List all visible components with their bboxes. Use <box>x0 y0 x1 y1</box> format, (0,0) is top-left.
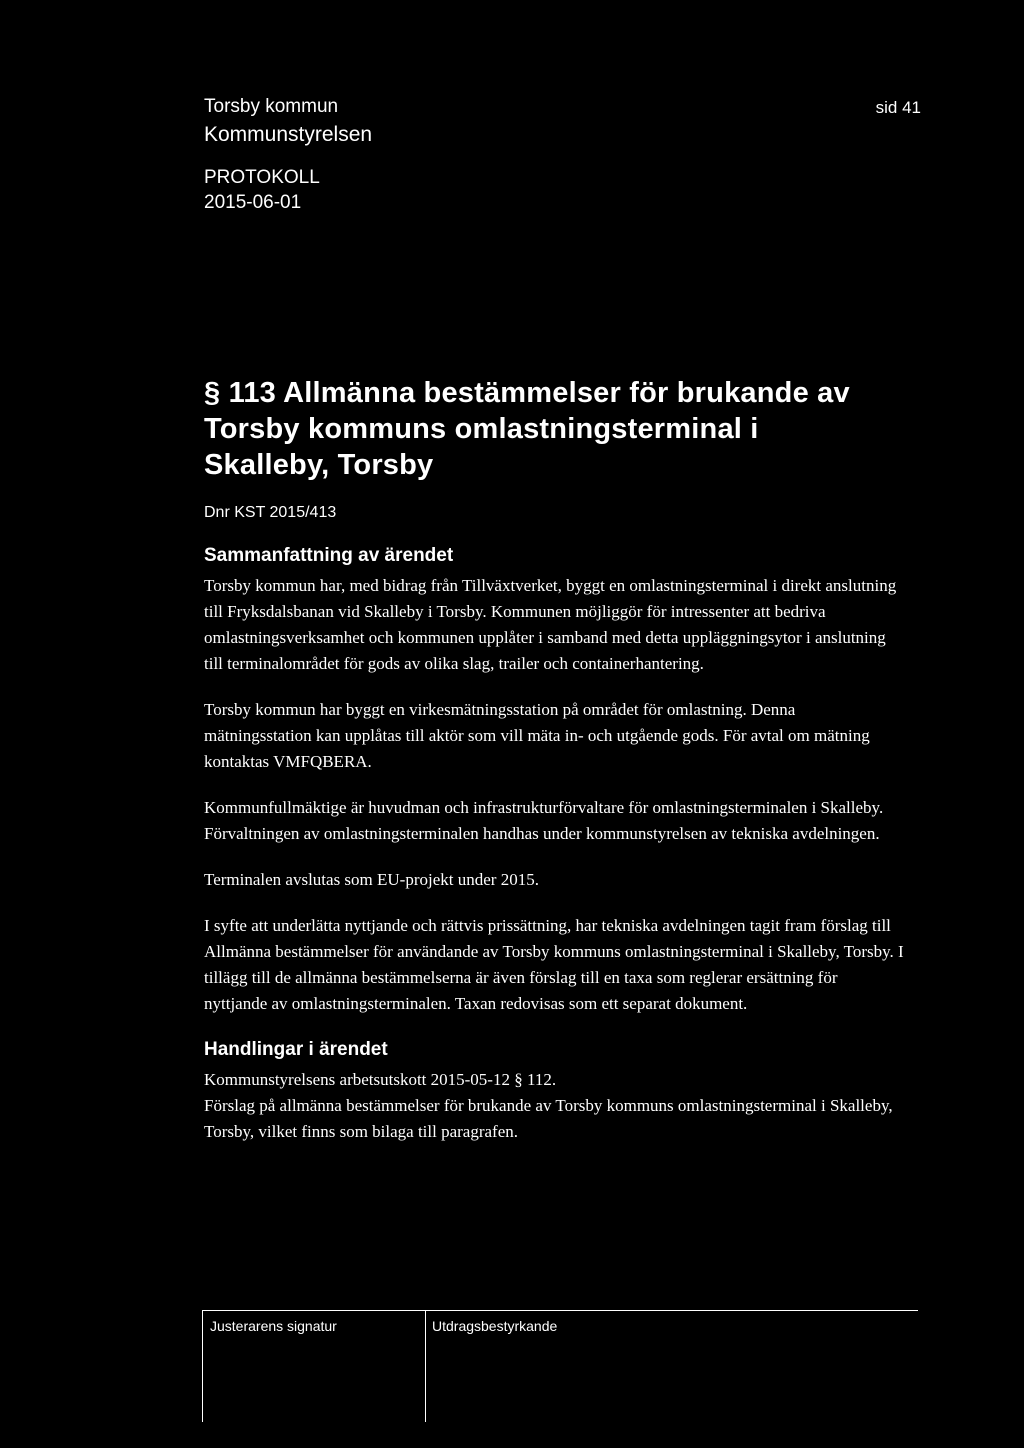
page-number: sid 41 <box>875 98 921 117</box>
summary-paragraph: Torsby kommun har, med bidrag från Tillväxtverket, byggt en omlastningsterminal i direkt anslutning till Fryksdalsbanan vid Skalleby i Torsby. Kommunen möjliggör för intressenter att bedriva omlastningsverksamhet och kommunen upplåter i samband med detta uppläggningsytor i anslutning till terminalområdet för gods av olika slag, trailer och containerhantering. <box>204 576 897 673</box>
signature-box-border-middle <box>425 1310 426 1422</box>
section-title <box>204 375 904 483</box>
municipality-name: Torsby kommun <box>204 96 339 117</box>
summary-paragraph: Terminalen avslutas som EU-projekt under 2015. <box>204 870 539 889</box>
board-name: Kommunstyrelsen <box>204 123 373 146</box>
section-title-line-3: Skalleby, Torsby <box>204 449 434 481</box>
document-type: PROTOKOLL <box>204 167 320 188</box>
signature-box-border-left <box>202 1310 203 1422</box>
adjuster-signature-label: Justerarens signatur <box>210 1318 337 1334</box>
document-date: 2015-06-01 <box>204 192 302 213</box>
certifier-label: Utdragsbestyrkande <box>432 1318 558 1334</box>
section-title-line-1: § 113 Allmänna bestämmelser för brukande av <box>204 377 850 409</box>
summary-paragraph: I syfte att underlätta nyttjande och rättvis prissättning, har tekniska avdelningen tagit fram förslag till Allmänna bestämmelser för användande av Torsby kommuns omlastningsterminal i Skalleby, Torsby. I tillägg till de allmänna bestämmelserna är även förslag till en taxa som reglerar ersättning för nyttjande av omlastningsterminalen. Taxan redovisas som ett separat dokument. <box>204 916 904 1013</box>
case-number: Dnr KST 2015/413 <box>204 504 337 521</box>
document-item: Förslag på allmänna bestämmelser för brukande av Torsby kommuns omlastningsterminal i Skalleby, Torsby, vilket finns som bilaga till paragrafen. <box>204 1096 893 1141</box>
document-item: Kommunstyrelsens arbetsutskott 2015-05-12 § 112. <box>204 1070 557 1089</box>
signature-divider <box>202 1310 918 1311</box>
summary-heading: Sammanfattning av ärendet <box>204 545 454 566</box>
protocol-section <box>204 375 904 1145</box>
documents-heading: Handlingar i ärendet <box>204 1039 388 1060</box>
summary-paragraph: Kommunfullmäktige är huvudman och infrastrukturförvaltare för omlastningsterminalen i Skalleby. Förvaltningen av omlastningsterminalen handhas under kommunstyrelsen av tekniska avdelningen. <box>204 798 884 843</box>
summary-paragraph: Torsby kommun har byggt en virkesmätningsstation på området för omlastning. Denna mätningsstation kan upplåtas till aktör som vill mäta in- och utgående gods. För avtal om mätning kontaktas VMFQBERA. <box>204 700 870 771</box>
section-title-line-2: Torsby kommuns omlastningsterminal i <box>204 413 759 445</box>
